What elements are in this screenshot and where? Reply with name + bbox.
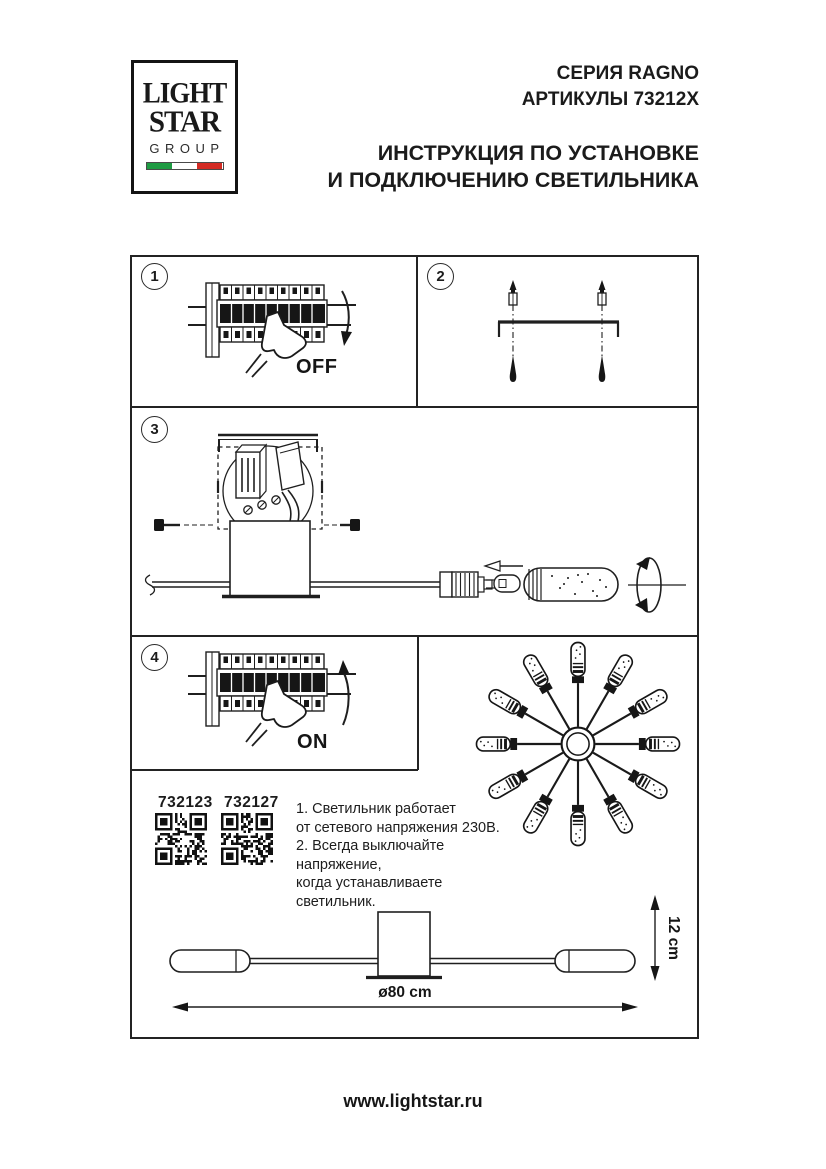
qr-code: [155, 813, 207, 865]
diameter-dimension-label: ø80 cm: [378, 984, 432, 1001]
step1-number-badge: 1: [141, 263, 168, 290]
logo-text-group: GROUP: [149, 141, 225, 156]
step4-caption-on: ON: [297, 731, 328, 753]
fixture-side-view: [170, 912, 635, 978]
step1-caption-off: OFF: [296, 356, 338, 378]
main-title-line2: И ПОДКЛЮЧЕНИЮ СВЕТИЛЬНИКА: [327, 168, 699, 192]
side-screw-icon: [154, 519, 216, 531]
insert-arrow-left-icon: [485, 561, 523, 571]
wall-anchor-icon: [510, 355, 606, 382]
logo-text-star: STAR: [148, 105, 221, 139]
canopy-box: [222, 521, 320, 597]
step2-number-badge: 2: [427, 263, 454, 290]
arrow-down-icon: [341, 291, 352, 346]
side-screw-icon: [324, 519, 360, 531]
step1-cell: [130, 255, 416, 406]
breaker-panel-off-illustration: [130, 255, 416, 406]
step4-cell: [130, 635, 418, 770]
header: [328, 61, 699, 194]
mounting-bracket-illustration: [416, 255, 699, 406]
note-line: когда устанавливаете светильник.: [296, 875, 443, 910]
breaker-panel-on-illustration: [130, 635, 418, 770]
fixture-dimensions-illustration: [130, 878, 699, 1040]
screw-icon: [509, 280, 517, 356]
qr-article-label: 732123: [158, 794, 213, 811]
step3-cell: [130, 406, 699, 635]
step3-number-badge: 3: [141, 416, 168, 443]
screw-icon: [598, 280, 606, 356]
note-line: 1. Светильник работает: [296, 801, 456, 817]
rotate-arrow-icon: [628, 557, 686, 612]
qr-code: [221, 813, 273, 865]
diameter-dimension: [172, 984, 638, 1012]
website-url: www.lightstar.ru: [343, 1091, 483, 1111]
flag-white-stripe: [172, 163, 197, 169]
mounting-bracket-icon: [498, 322, 619, 337]
series-title: СЕРИЯ RAGNO: [556, 63, 699, 84]
arrow-up-icon: [338, 660, 349, 725]
wiring-installation-illustration: [130, 406, 699, 635]
step2-cell: [416, 255, 699, 406]
logo-text-light: LIGHT: [142, 76, 227, 110]
lamp-socket-icon: [440, 572, 492, 597]
articles-title: АРТИКУЛЫ 73212X: [521, 89, 699, 110]
step4-number-badge: 4: [141, 644, 168, 671]
flag-green-stripe: [147, 163, 172, 169]
glass-tube-icon: [524, 568, 618, 601]
lightstar-logo: [131, 60, 238, 194]
main-title-line1: ИНСТРУКЦИЯ ПО УСТАНОВКЕ: [377, 141, 699, 165]
note-line: от сетевого напряжения 230В.: [296, 819, 500, 836]
height-dimension-label: 12 cm: [665, 916, 682, 960]
height-dimension: [651, 895, 683, 981]
note-line: 2. Всегда выключайте напряжение,: [296, 838, 445, 873]
italian-flag-icon: [146, 162, 224, 170]
qr-article-label: 732127: [224, 794, 279, 811]
flag-red-stripe: [197, 163, 222, 169]
